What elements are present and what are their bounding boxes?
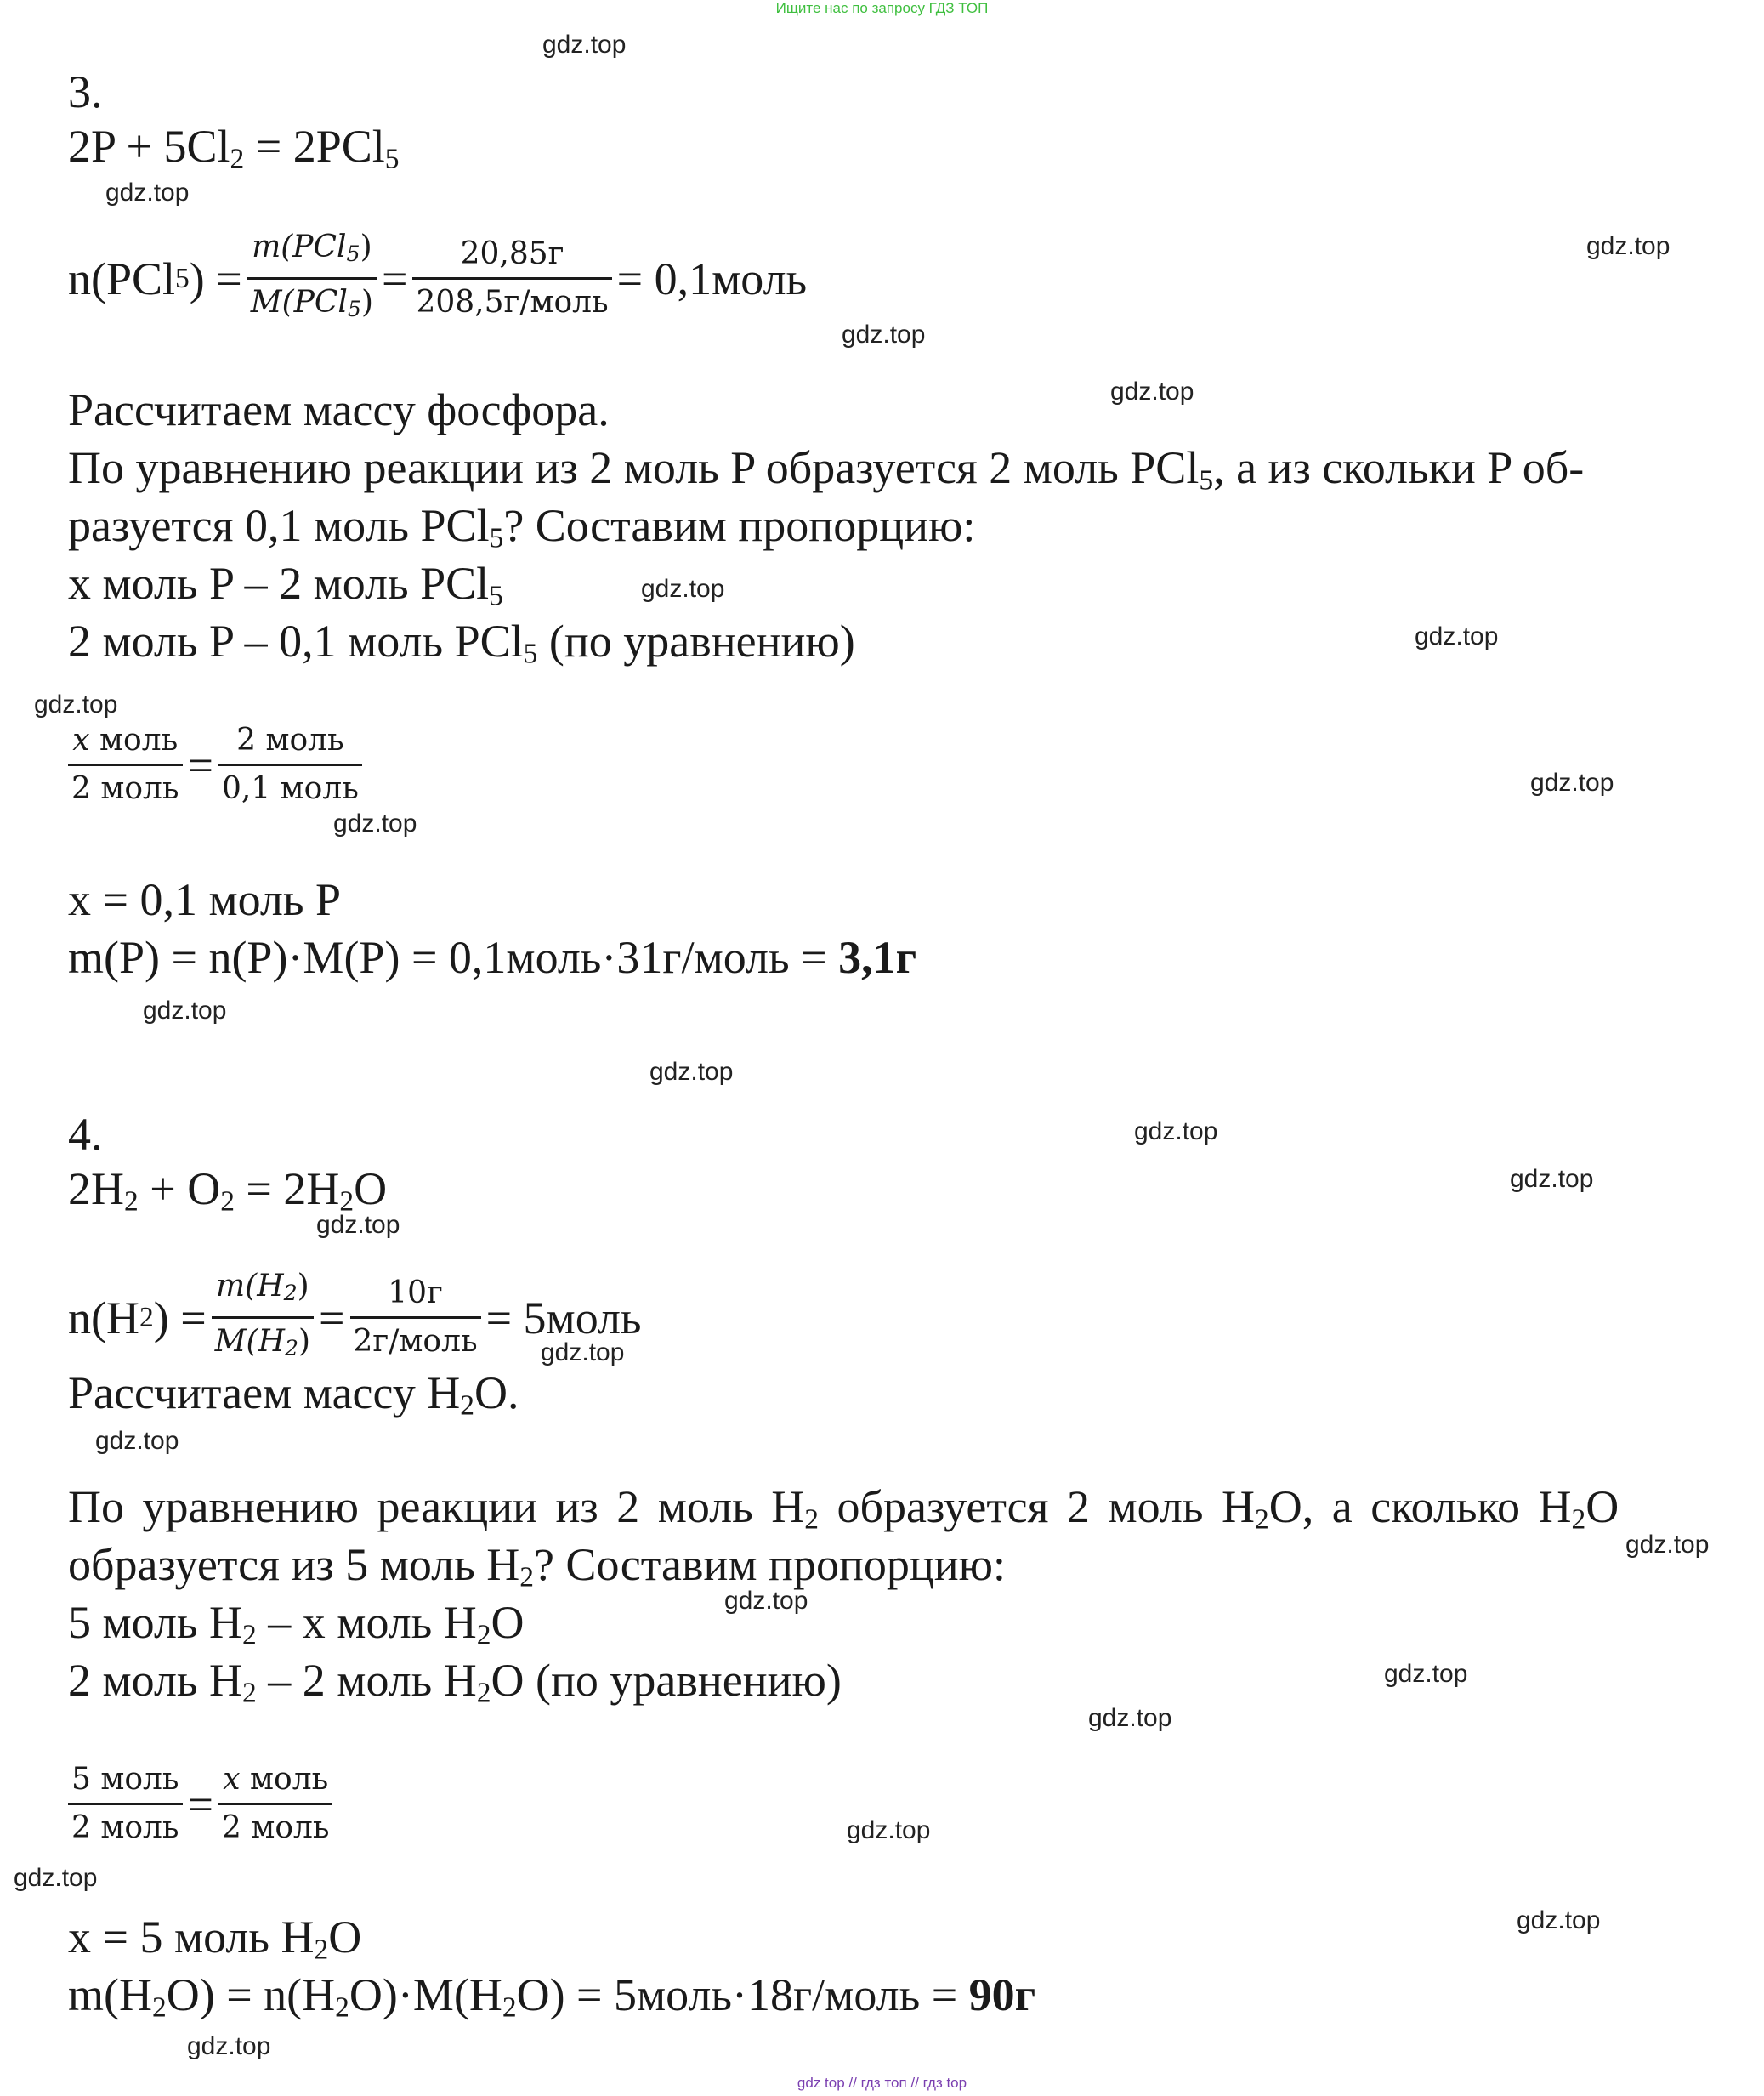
watermark: gdz.top xyxy=(14,1864,98,1892)
problem-4-equation: $2H_2 + O_2 = 2H_2O$ xyxy=(68,1163,388,1218)
watermark: gdz.top xyxy=(1384,1660,1468,1688)
problem-4-x-result: x = 5 моль $H_2O$ xyxy=(68,1911,362,1966)
problem-3-text-4: x моль P – 2 моль PCl$_5$ xyxy=(68,558,503,612)
watermark: gdz.top xyxy=(143,997,227,1025)
fraction-mass-over-molar: $\frac{\text{m(PCl5)}}{\text{M(PCl5)}}$ xyxy=(247,228,377,329)
watermark: gdz.top xyxy=(1530,769,1614,797)
watermark: gdz.top xyxy=(541,1338,625,1366)
problem-3-x-result: x = 0,1 моль P xyxy=(68,874,342,925)
problem-4-proportion: $\frac{\text{5 моль}}{\text{2 моль}}$ = $\frac{\text{x моль}}{\text{2 моль}}$ xyxy=(63,1760,337,1848)
watermark: gdz.top xyxy=(1088,1704,1172,1732)
problem-4-mass-result: $m(H_2O) = n(H_2O)\cdot M(H_2O)$ = 5моль·18г/моль = 90г xyxy=(68,1969,1036,2024)
watermark: gdz.top xyxy=(842,321,926,349)
watermark: gdz.top xyxy=(847,1816,931,1844)
problem-4-text-5: 2 моль $H_2 - 2$ моль $H_2O$ (по уравнению) xyxy=(68,1655,842,1709)
problem-4-text-2: По уравнению реакции из 2 моль $H_2$ образуется 2 моль $H_2O$, а сколько $H_2O$ xyxy=(68,1481,1619,1536)
problem-3-equation: $2P + 5Cl_2 = 2PCl_5$ xyxy=(68,121,400,175)
watermark: gdz.top xyxy=(1510,1165,1594,1193)
proportion-right-fraction: $\frac{\text{2 моль}}{\text{0,1 моль}}$ xyxy=(218,721,362,809)
problem-3-text-5: 2 моль P – 0,1 моль PCl$_5$ (по уравнению) xyxy=(68,616,855,670)
watermark: gdz.top xyxy=(1110,378,1194,406)
problem-4-moles-formula: n(H 2 ) = $\frac{m(H2)}{M(H2)}$ = $\frac{10г}{\text{2г/моль}}$ = 5моль xyxy=(68,1267,642,1368)
bottom-banner: gdz top // гдз топ // гдз top xyxy=(797,2075,967,2091)
watermark: gdz.top xyxy=(1134,1117,1218,1145)
watermark: gdz.top xyxy=(95,1427,179,1455)
watermark: gdz.top xyxy=(1586,232,1670,260)
problem-3-number: 3. xyxy=(68,66,103,117)
watermark: gdz.top xyxy=(641,575,725,603)
watermark: gdz.top xyxy=(542,31,627,59)
problem-3-text-3: разуется 0,1 моль PCl$_5$? Составим пропорцию: xyxy=(68,500,976,554)
problem-3-answer: 3,1г xyxy=(838,932,917,983)
problem-4-number: 4. xyxy=(68,1109,103,1160)
problem-3-mass-result: m(P) = n(P)·M(P) = 0,1моль·31г/моль = 3,1г xyxy=(68,932,917,983)
problem-4-text-4: 5 моль $H_2$ – x моль $H_2O$ xyxy=(68,1597,525,1651)
proportion-left-fraction: $\frac{\text{5 моль}}{\text{2 моль}}$ xyxy=(68,1760,183,1848)
proportion-left-fraction: $\frac{\text{x моль}}{\text{2 моль}}$ xyxy=(68,721,183,809)
watermark: gdz.top xyxy=(1625,1531,1710,1559)
fraction-values: $\frac{10г}{\text{2г/моль}}$ xyxy=(350,1274,481,1361)
problem-4-text-3: образуется из 5 моль $H_2$? Составим пропорцию: xyxy=(68,1539,1006,1593)
watermark: gdz.top xyxy=(187,2032,271,2060)
watermark: gdz.top xyxy=(105,179,190,207)
watermark: gdz.top xyxy=(316,1211,400,1239)
watermark: gdz.top xyxy=(333,809,417,838)
problem-3-moles-formula: n(PCl 5 ) = $\frac{\text{m(PCl5)}}{\text{M(PCl5)}}$ = $\frac{20,85г}{\text{208,5г/моль}}$ = 0,1моль xyxy=(68,228,807,329)
watermark: gdz.top xyxy=(724,1587,808,1615)
proportion-right-fraction: $\frac{\text{x моль}}{\text{2 моль}}$ xyxy=(218,1760,333,1848)
fraction-values: $\frac{20,85г}{\text{208,5г/моль}}$ xyxy=(412,235,611,322)
watermark: gdz.top xyxy=(1415,622,1499,650)
problem-3-text-1: Рассчитаем массу фосфора. xyxy=(68,384,610,435)
problem-3-text-2: По уравнению реакции из 2 моль P образуется 2 моль PCl$_5$, а из скольки P об- xyxy=(68,442,1585,497)
problem-3-proportion: $\frac{\text{x моль}}{\text{2 моль}}$ = $\frac{\text{2 моль}}{\text{0,1 моль}}$ xyxy=(63,721,367,809)
problem-4-text-1: Рассчитаем массу $H_2O$. xyxy=(68,1367,519,1422)
watermark: gdz.top xyxy=(649,1058,734,1086)
watermark: gdz.top xyxy=(1517,1906,1601,1934)
watermark: gdz.top xyxy=(34,690,118,719)
fraction-mass-over-molar: $\frac{m(H2)}{M(H2)}$ xyxy=(212,1267,314,1368)
problem-4-answer: 90г xyxy=(968,1969,1036,2020)
top-banner: Ищите нас по запросу ГДЗ ТОП xyxy=(775,0,989,16)
